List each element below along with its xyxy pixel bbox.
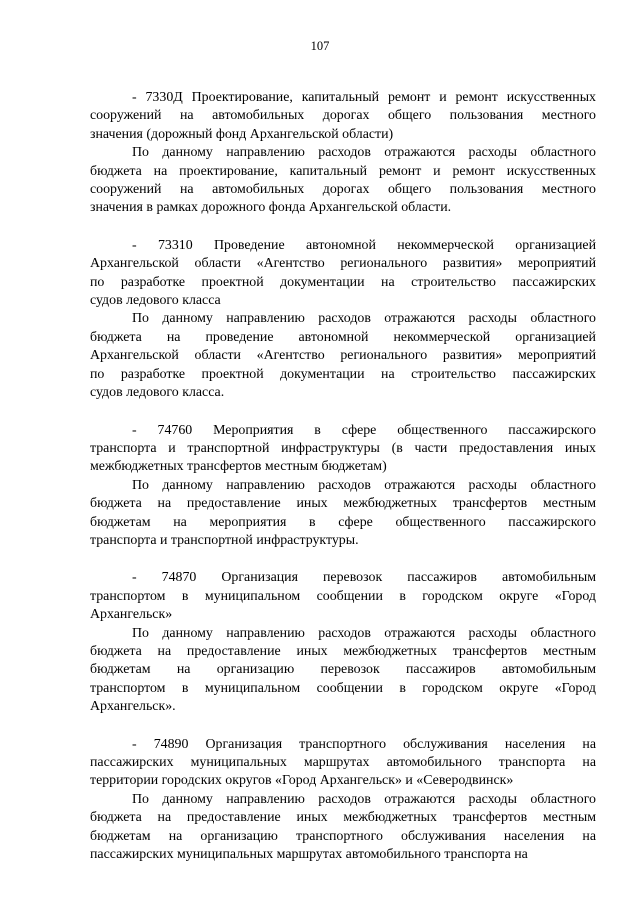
entry-description: [90, 477, 596, 551]
text-line: транспортом в муниципальном сообщении в городском округе «Город: [90, 588, 596, 604]
entry-description: [90, 625, 596, 717]
text-line: - 7330Д Проектирование, капитальный ремонт и ремонт искусственных: [132, 90, 596, 105]
text-line: сооружений на автомобильных дорогах общего пользования местного: [90, 182, 596, 198]
text-line: бюджета на предоставление иных межбюджетных трансфертов местным: [90, 643, 596, 659]
text-line: бюджета на проведение автономной некоммерческой организацией: [90, 329, 596, 345]
text-line: значения в рамках дорожного фонда Архангельской области.: [90, 200, 452, 216]
text-line: судов ледового класса: [90, 293, 221, 309]
text-line: По данному направлению расходов отражаются расходы областного: [132, 625, 596, 641]
text-line: По данному направлению расходов отражаются расходы областного: [132, 791, 596, 807]
text-line: Архангельск».: [90, 699, 176, 715]
entry-heading: [90, 89, 596, 144]
text-line: По данному направлению расходов отражаются расходы областного: [132, 311, 596, 327]
budget-entry: [90, 237, 596, 403]
entry-heading: [90, 237, 596, 311]
text-line: бюджета на предоставление иных межбюджетных трансфертов местным: [90, 810, 596, 826]
text-line: судов ледового класса.: [90, 385, 225, 401]
text-line: бюджета на предоставление иных межбюджетных трансфертов местным: [90, 496, 596, 512]
text-line: Архангельск»: [90, 607, 173, 623]
text-line: пассажирских муниципальных маршрутах автомобильного транспорта на: [90, 847, 528, 863]
text-line: значения (дорожный фонд Архангельской области): [90, 126, 394, 142]
text-line: транспортом в муниципальном сообщении в городском округе «Город: [90, 680, 596, 696]
entry-description: [90, 791, 596, 865]
budget-entry: [90, 569, 596, 716]
entry-heading: [90, 736, 596, 791]
entry-description: [90, 144, 596, 218]
entry-heading: [90, 569, 596, 624]
text-line: сооружений на автомобильных дорогах общего пользования местного: [90, 108, 596, 124]
text-line: бюджета на проектирование, капитальный ремонт и ремонт искусственных: [90, 163, 596, 179]
budget-entry: [90, 736, 596, 865]
text-line: бюджетам на мероприятия в сфере общественного пассажирского: [90, 514, 596, 530]
text-line: пассажирских муниципальных маршрутах автомобильного транспорта на: [90, 755, 596, 770]
entry-heading: [90, 422, 596, 477]
text-line: Архангельской области «Агентство регионального развития» мероприятий: [90, 256, 596, 272]
text-line: транспорта и транспортной инфраструктуры.: [90, 532, 359, 548]
budget-entry: [90, 422, 596, 551]
text-line: по разработке проектной документации на строительство пассажирских: [90, 366, 596, 382]
page-number: 107: [310, 39, 330, 53]
text-line: По данному направлению расходов отражаются расходы областного: [132, 145, 596, 161]
text-line: По данному направлению расходов отражаются расходы областного: [132, 477, 596, 493]
text-line: - 74760 Мероприятия в сфере общественного пассажирского: [132, 422, 596, 438]
entry-description: [90, 310, 596, 402]
text-line: Архангельской области «Агентство регионального развития» мероприятий: [90, 348, 596, 364]
text-line: территории городских округов «Город Архангельск» и «Северодвинск»: [90, 773, 514, 789]
text-line: - 74890 Организация транспортного обслуживания населения на: [132, 736, 596, 752]
text-line: - 74870 Организация перевозок пассажиров автомобильным: [132, 570, 596, 586]
text-line: - 73310 Проведение автономной некоммерческой организацией: [132, 237, 596, 253]
text-line: межбюджетных трансфертов местным бюджетам): [90, 459, 387, 475]
text-line: бюджетам на организацию транспортного обслуживания населения на: [90, 828, 596, 844]
text-line: транспорта и транспортной инфраструктуры (в части предоставления иных: [90, 440, 596, 456]
text-line: бюджетам на организацию перевозок пассажиров автомобильным: [90, 662, 596, 678]
text-line: по разработке проектной документации на строительство пассажирских: [90, 274, 596, 290]
page-content: [90, 89, 596, 883]
budget-entry: [90, 89, 596, 218]
